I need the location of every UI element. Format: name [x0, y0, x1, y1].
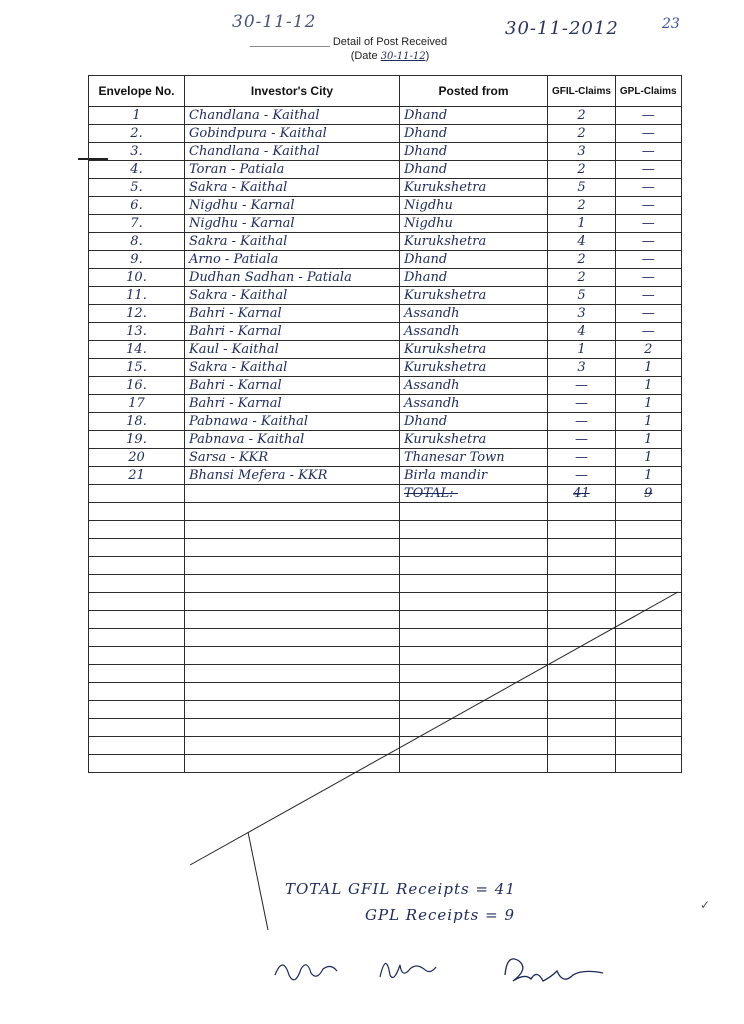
cell-posted-from: Kurukshetra: [400, 233, 548, 251]
cell-gfil-claims: 1: [548, 215, 616, 233]
cell-envelope-no: 19.: [89, 431, 185, 449]
cell-gpl-claims: 1: [615, 431, 681, 449]
cell-gfil-claims: 2: [548, 161, 616, 179]
cell-gpl-claims: —: [615, 143, 681, 161]
cell-gfil-claims: 4: [548, 233, 616, 251]
cell-investor-city: Bahri - Karnal: [185, 323, 400, 341]
cell-gfil-claims: 5: [548, 287, 616, 305]
cell-gfil-claims: —: [548, 377, 616, 395]
cell-gfil-claims: —: [548, 413, 616, 431]
col-investor-city: Investor's City: [185, 76, 400, 107]
cell-envelope-no: 7.: [89, 215, 185, 233]
cell-envelope-no: 15.: [89, 359, 185, 377]
cell-posted-from: Dhand: [400, 143, 548, 161]
cell-gfil-claims: 2: [548, 197, 616, 215]
cell-posted-from: Nigdhu: [400, 197, 548, 215]
cell-posted-from: Kurukshetra: [400, 287, 548, 305]
cell-envelope-no: 14.: [89, 341, 185, 359]
handwritten-date-left: 30-11-12: [232, 12, 317, 32]
cell-posted-from: Assandh: [400, 395, 548, 413]
cell-posted-from: Assandh: [400, 377, 548, 395]
cell-gpl-claims: —: [615, 215, 681, 233]
cell-envelope-no: 3.: [89, 143, 185, 161]
cell-envelope-no: 4.: [89, 161, 185, 179]
cell-investor-city: Bahri - Karnal: [185, 305, 400, 323]
cell-envelope-no: 17: [89, 395, 185, 413]
cell-gpl-claims: —: [615, 287, 681, 305]
col-gfil-claims: GFIL-Claims: [548, 76, 616, 107]
cell-posted-from: Thanesar Town: [400, 449, 548, 467]
subtitle-date: 30-11-12: [380, 51, 426, 62]
diagonal-cancel-line: [190, 592, 678, 865]
cell-investor-city: Nigdhu - Karnal: [185, 215, 400, 233]
cell-investor-city: Toran - Patiala: [185, 161, 400, 179]
gpl-receipts-summary: GPL Receipts = 9: [365, 906, 516, 924]
subtitle-suffix: ): [425, 50, 430, 62]
cell-gpl-claims: —: [615, 125, 681, 143]
signature-2: [380, 963, 436, 977]
cell-gfil-claims: 3: [548, 305, 616, 323]
signature-scribbles: [270, 945, 690, 995]
cell-gpl-claims: —: [615, 323, 681, 341]
cell-envelope-no: 12.: [89, 305, 185, 323]
cell-gfil-claims: 5: [548, 179, 616, 197]
cell-posted-from: Kurukshetra: [400, 341, 548, 359]
signature-1: [275, 965, 337, 980]
cell-gfil-claims: —: [548, 431, 616, 449]
cell-gpl-claims: —: [615, 197, 681, 215]
cell-investor-city: Pabnava - Kaithal: [185, 431, 400, 449]
cell-investor-city: Dudhan Sadhan - Patiala: [185, 269, 400, 287]
cell-posted-from: Assandh: [400, 323, 548, 341]
cell-gpl-claims: 1: [615, 467, 681, 485]
cell-investor-city: Chandlana - Kaithal: [185, 107, 400, 125]
cell-gfil-claims: 1: [548, 341, 616, 359]
cell-gfil-claims: 2: [548, 251, 616, 269]
cell-envelope-no: 20: [89, 449, 185, 467]
subtitle-prefix: (Date: [350, 50, 378, 62]
cell-gpl-claims: 1: [615, 395, 681, 413]
cell-investor-city: Bhansi Mefera - KKR: [185, 467, 400, 485]
cell-gfil-claims: 2: [548, 107, 616, 125]
cell-investor-city: Kaul - Kaithal: [185, 341, 400, 359]
cell-posted-from: Dhand: [400, 125, 548, 143]
cell-investor-city: Nigdhu - Karnal: [185, 197, 400, 215]
cell-posted-from: Nigdhu: [400, 215, 548, 233]
cell-envelope-no: 11.: [89, 287, 185, 305]
cell-gfil-claims: 3: [548, 143, 616, 161]
cell-gfil-claims: 4: [548, 323, 616, 341]
cell-gpl-claims: —: [615, 305, 681, 323]
cell-gpl-claims: 1: [615, 377, 681, 395]
cell-investor-city: Arno - Patiala: [185, 251, 400, 269]
cell-investor-city: Sakra - Kaithal: [185, 233, 400, 251]
cell-envelope-no: 2.: [89, 125, 185, 143]
cell-investor-city: Pabnawa - Kaithal: [185, 413, 400, 431]
cell-posted-from: Dhand: [400, 269, 548, 287]
signatures: [270, 945, 690, 999]
page-number: 23: [662, 16, 680, 32]
signature-3: [505, 959, 603, 981]
cell-investor-city: Sarsa - KKR: [185, 449, 400, 467]
cell-envelope-no: 18.: [89, 413, 185, 431]
cell-investor-city: Bahri - Karnal: [185, 395, 400, 413]
col-envelope-no: Envelope No.: [89, 76, 185, 107]
cell-investor-city: Sakra - Kaithal: [185, 287, 400, 305]
cell-envelope-no: 5.: [89, 179, 185, 197]
cell-envelope-no: 8.: [89, 233, 185, 251]
cell-envelope-no: 13.: [89, 323, 185, 341]
cell-posted-from: Birla mandir: [400, 467, 548, 485]
cell-gfil-claims: 2: [548, 125, 616, 143]
receipts-summary: [285, 880, 516, 924]
cell-investor-city: Chandlana - Kaithal: [185, 143, 400, 161]
cell-gfil-claims: —: [548, 449, 616, 467]
cell-envelope-no: 9.: [89, 251, 185, 269]
cell-investor-city: Sakra - Kaithal: [185, 179, 400, 197]
cell-gpl-claims: —: [615, 251, 681, 269]
cell-posted-from: Dhand: [400, 251, 548, 269]
cell-gpl-claims: —: [615, 269, 681, 287]
cell-envelope-no: 10.: [89, 269, 185, 287]
cell-envelope-no: 6.: [89, 197, 185, 215]
page-title: Detail of Post Received: [332, 36, 448, 48]
cell-envelope-no: 21: [89, 467, 185, 485]
cell-posted-from: Assandh: [400, 305, 548, 323]
cell-gfil-claims: 2: [548, 269, 616, 287]
col-posted-from: Posted from: [400, 76, 548, 107]
cell-posted-from: Kurukshetra: [400, 179, 548, 197]
cell-posted-from: Dhand: [400, 161, 548, 179]
cell-posted-from: Dhand: [400, 413, 548, 431]
total-cell-gpl-claims: 9: [615, 485, 681, 503]
cell-investor-city: Gobindpura - Kaithal: [185, 125, 400, 143]
tick-mark: ✓: [700, 898, 711, 912]
cell-posted-from: Kurukshetra: [400, 431, 548, 449]
handwritten-date-right: 30-11-2012: [505, 18, 619, 39]
cell-gpl-claims: —: [615, 179, 681, 197]
total-cell-gfil-claims: 41: [548, 485, 616, 503]
cell-gpl-claims: 1: [615, 413, 681, 431]
col-gpl-claims: GPL-Claims: [615, 76, 681, 107]
cell-envelope-no: 16.: [89, 377, 185, 395]
cell-gpl-claims: —: [615, 161, 681, 179]
cell-gpl-claims: 2: [615, 341, 681, 359]
cell-investor-city: Bahri - Karnal: [185, 377, 400, 395]
cell-posted-from: Kurukshetra: [400, 359, 548, 377]
total-cell-posted-from: TOTAL:-: [400, 485, 548, 503]
cell-gpl-claims: 1: [615, 449, 681, 467]
cell-posted-from: Dhand: [400, 107, 548, 125]
cell-envelope-no: 1: [89, 107, 185, 125]
summary-pointer-line: [248, 832, 268, 930]
cell-gpl-claims: —: [615, 107, 681, 125]
cell-gfil-claims: —: [548, 467, 616, 485]
gfil-receipts-summary: TOTAL GFIL Receipts = 41: [285, 880, 516, 898]
cell-gpl-claims: 1: [615, 359, 681, 377]
cell-investor-city: Sakra - Kaithal: [185, 359, 400, 377]
cell-gfil-claims: —: [548, 395, 616, 413]
cell-gfil-claims: 3: [548, 359, 616, 377]
cell-gpl-claims: —: [615, 233, 681, 251]
